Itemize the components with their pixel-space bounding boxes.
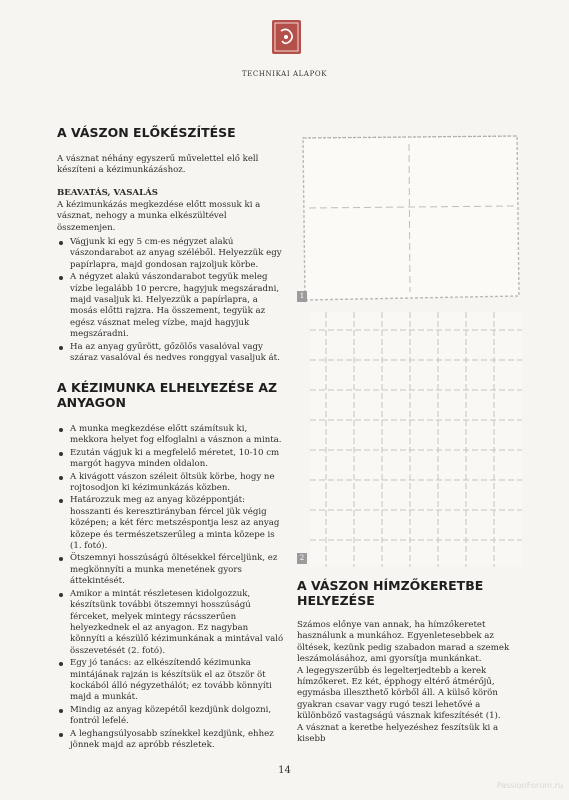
section-prepare-fabric bbox=[57, 125, 285, 366]
list-item: A leghangsúlyosabb színekkel kezdjünk, ehhez jönnek majd az apróbb részletek. bbox=[57, 729, 285, 752]
paragraph: A kézimunkázás megkezdése előtt mossuk ki a vásznat, nehogy a munka elkészültével összemenjen. bbox=[57, 199, 261, 233]
paragraph: A legegyszerűbb és legelterjedtebb a kerek hímzőkeret. Ez két, épphogy eltérő átmérőjű, egymásba illeszthető körből áll. A külső körön gyakran csavar vagy rugó teszi lehetővé a különböző vastagságú vásznak kifeszítését (1). bbox=[297, 665, 501, 722]
bullet-list bbox=[57, 424, 285, 751]
list-item: A kivágott vászon széleit öltsük körbe, hogy ne rojtosodjon ki kézimunkázás közben. bbox=[57, 472, 285, 495]
section-placement bbox=[57, 380, 285, 752]
list-item: Ha az anyag gyűrött, gőzölős vasalóval vagy száraz vasalóval és nedves ronggyal vasaljuk át. bbox=[57, 342, 285, 365]
list-item: A munka megkezdése előtt számítsuk ki, mekkora helyet fog elfoglalni a vásznon a minta. bbox=[57, 424, 285, 447]
figure-2-photo bbox=[310, 312, 522, 567]
section-title: A KÉZIMUNKA ELHELYEZÉSE AZ ANYAGON bbox=[57, 380, 278, 410]
section-title: A VÁSZON ELŐKÉSZÍTÉSE bbox=[57, 125, 236, 140]
list-item: Határozzuk meg az anyag középpontját: hosszanti és keresztirányban fércel jük végig középen; a két férc metszéspontja lesz az anyag közepe és természetszerűleg a minta közepe is (1. fotó). bbox=[57, 495, 285, 552]
page-number: 14 bbox=[278, 765, 291, 776]
subheading: BEAVATÁS, VASALÁS bbox=[57, 187, 158, 198]
paragraph: A vásznat a keretbe helyezéshez feszítsük ki a kisebb bbox=[297, 722, 499, 745]
section-header: TECHNIKAI ALAPOK bbox=[241, 70, 328, 78]
section-title: A VÁSZON HÍMZŐKERETBE HELYEZÉSE bbox=[297, 578, 484, 608]
figure-number: 1 bbox=[297, 291, 307, 302]
list-item: Egy jó tanács: az elkészítendő kézimunka mintájának rajzán is készítsük el az ötször öt kockából álló négyzethálót; ez tovább könnyíti majd a munkát. bbox=[57, 658, 285, 704]
watermark: PassionForum.ru bbox=[496, 781, 563, 790]
publisher-logo bbox=[272, 20, 301, 54]
list-item: Ezután vágjuk ki a megfelelő méretet, 10-10 cm margót hagyva minden oldalon. bbox=[57, 448, 285, 471]
list-item: Ötszemnyi hosszúságú öltésekkel férceljünk, ez megkönnyíti a munka menetének gyors áttekintését. bbox=[57, 553, 285, 587]
intro-paragraph: A vásznat néhány egyszerű művelettel elő kell készíteni a kézimunkázáshoz. bbox=[57, 154, 259, 176]
figure-1-photo bbox=[297, 130, 522, 305]
list-item: Mindig az anyag közepétől kezdjünk dolgozni, fontról lefelé. bbox=[57, 705, 285, 728]
list-item: Vágjunk ki egy 5 cm-es négyzet alakú vászondarabot az anyag széléből. Helyezzük egy papírlapra, majd gondosan rajzoljuk körbe. bbox=[57, 237, 285, 271]
section-hoop bbox=[297, 578, 519, 745]
paragraph: Számos előnye van annak, ha hímzőkeretet használunk a munkához. Egyenletesebbek az öltések, kezünk pedig szabadon marad a szemek leszámolásához, ami gyorsítja munkánkat. bbox=[297, 620, 510, 665]
bullet-list bbox=[57, 237, 285, 364]
list-item: Amikor a mintát részletesen kidolgozzuk, készítsünk további ötszemnyi hosszúságú férceket, melyek mintegy rácsszerűen helyezkednek el az anyagon. Ez nagyban könnyíti a készülő kézimunkának a mintával való összevetését (2. fotó). bbox=[57, 589, 285, 657]
list-item: A négyzet alakú vászondarabot tegyük meleg vízbe legalább 10 percre, hagyjuk megszáradni, majd vasaljuk ki. Helyezzük a papírlapra, a mosás előtti rajzra. Ha összement, tegyük az egész vásznat meleg vízbe, majd hagyjuk megszáradni. bbox=[57, 272, 285, 340]
figure-number: 2 bbox=[297, 553, 307, 564]
